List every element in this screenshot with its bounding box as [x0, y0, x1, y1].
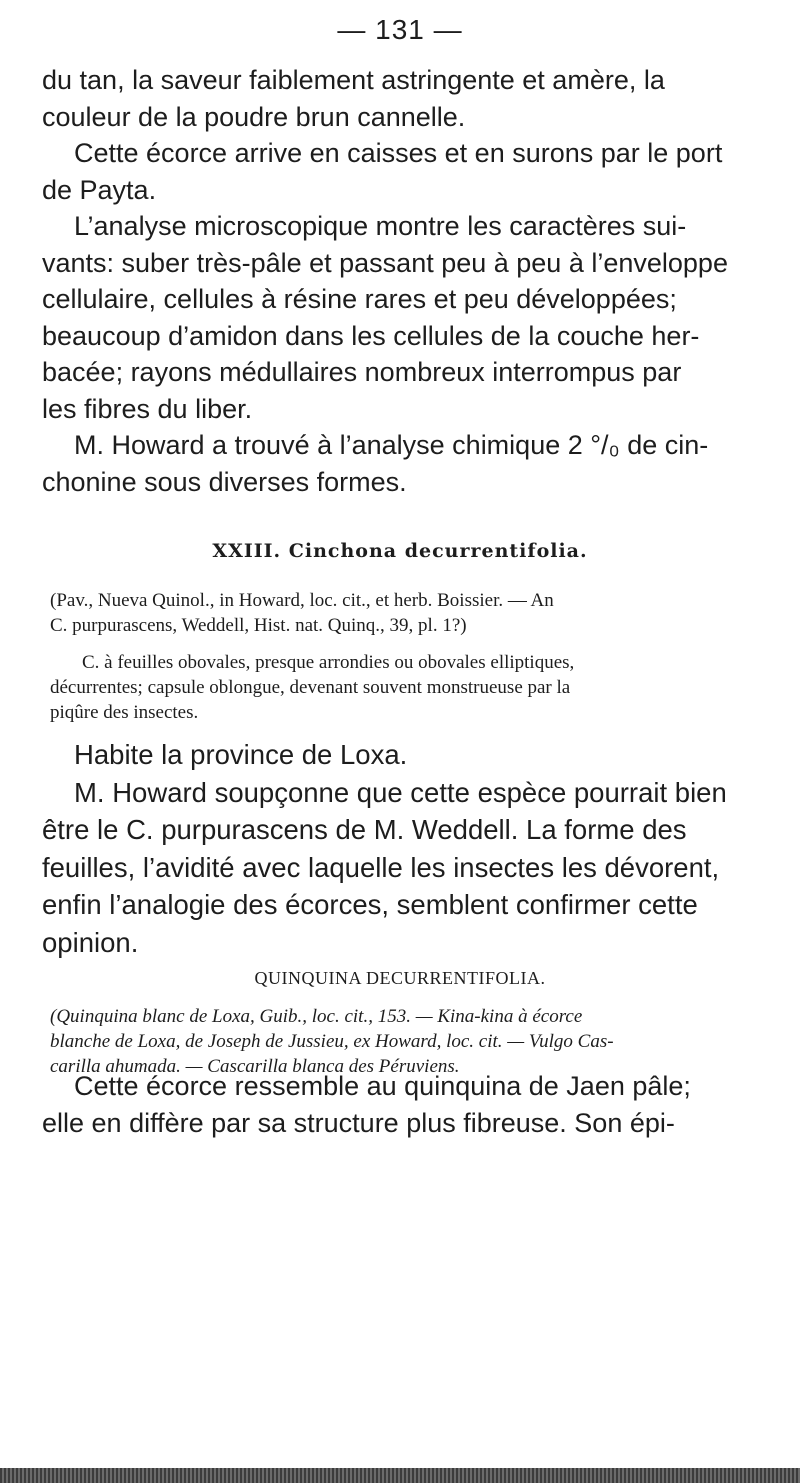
species-description — [50, 650, 750, 725]
text-line: feuilles, l’avidité avec laquelle les insectes les dévorent, — [42, 851, 720, 883]
page-number: — 131 — — [337, 14, 463, 45]
section-title: XXIII. Cinchona decurrentifolia. — [212, 540, 588, 562]
text-line: beaucoup d’amidon dans les cellules de la couche her- — [42, 320, 700, 351]
text-line: Habite la province de Loxa. — [74, 739, 408, 770]
text-line: M. Howard a trouvé à l’analyse chimique 2 °/₀ de cin- — [74, 430, 709, 460]
text-line: être le C. purpurascens de M. Weddell. La forme des — [42, 814, 687, 845]
text-line: enfin l’analogie des écorces, semblent confirmer cette — [42, 889, 698, 920]
text-line: couleur de la poudre brun cannelle. — [42, 101, 466, 132]
text-line: opinion. — [42, 926, 139, 958]
text-line: vants: suber très-pâle et passant peu à peu à l’enveloppe — [42, 247, 728, 278]
text-line: (Pav., Nueva Quinol., in Howard, loc. cit., et herb. Boissier. — An — [50, 590, 554, 611]
text-line: les fibres du liber. — [42, 393, 253, 424]
text-line: chonine sous diverses formes. — [42, 466, 407, 497]
text-line: Cette écorce arrive en caisses et en surons par le port — [74, 138, 723, 168]
text-line: du tan, la saveur faiblement astringente et amère, la — [42, 65, 665, 95]
text-line: L’analyse microscopique montre les caractères sui- — [74, 211, 687, 241]
text-line: blanche de Loxa, de Joseph de Jussieu, ex Howard, loc. cit. — Vulgo Cas- — [50, 1031, 614, 1052]
text-line: C. purpurascens, Weddell, Hist. nat. Quinq., 39, pl. 1?) — [50, 615, 467, 636]
text-line: Cette écorce ressemble au quinquina de Jaen pâle; — [74, 1071, 691, 1101]
subsection-title: QUINQUINA DECURRENTIFOLIA. — [254, 968, 546, 988]
text-line: piqûre des insectes. — [50, 702, 199, 723]
text-line: M. Howard soupçonne que cette espèce pourrait bien — [74, 776, 727, 808]
text-line: C. à feuilles obovales, presque arrondies ou obovales elliptiques, — [82, 652, 575, 673]
text-line: (Quinquina blanc de Loxa, Guib., loc. cit., 153. — Kina-kina à écorce — [50, 1006, 583, 1027]
paragraph-bark-description — [42, 62, 752, 500]
synonymy — [50, 588, 750, 638]
paragraph-comparison — [42, 1068, 752, 1142]
text-line: elle en diffère par sa structure plus fibreuse. Son épi- — [42, 1108, 675, 1138]
text-line: de Payta. — [42, 174, 157, 205]
text-line: décurrentes; capsule oblongue, devenant souvent monstrueuse par la — [50, 677, 571, 698]
text-line: bacée; rayons médullaires nombreux interrompus par — [42, 357, 682, 387]
scan-edge-border — [0, 1468, 800, 1483]
text-line: cellulaire, cellules à résine rares et peu développées; — [42, 284, 677, 314]
paragraph-habitat — [42, 736, 752, 961]
text-line: carilla ahumada. — Cascarilla blanca des Péruviens. — [50, 1056, 460, 1077]
